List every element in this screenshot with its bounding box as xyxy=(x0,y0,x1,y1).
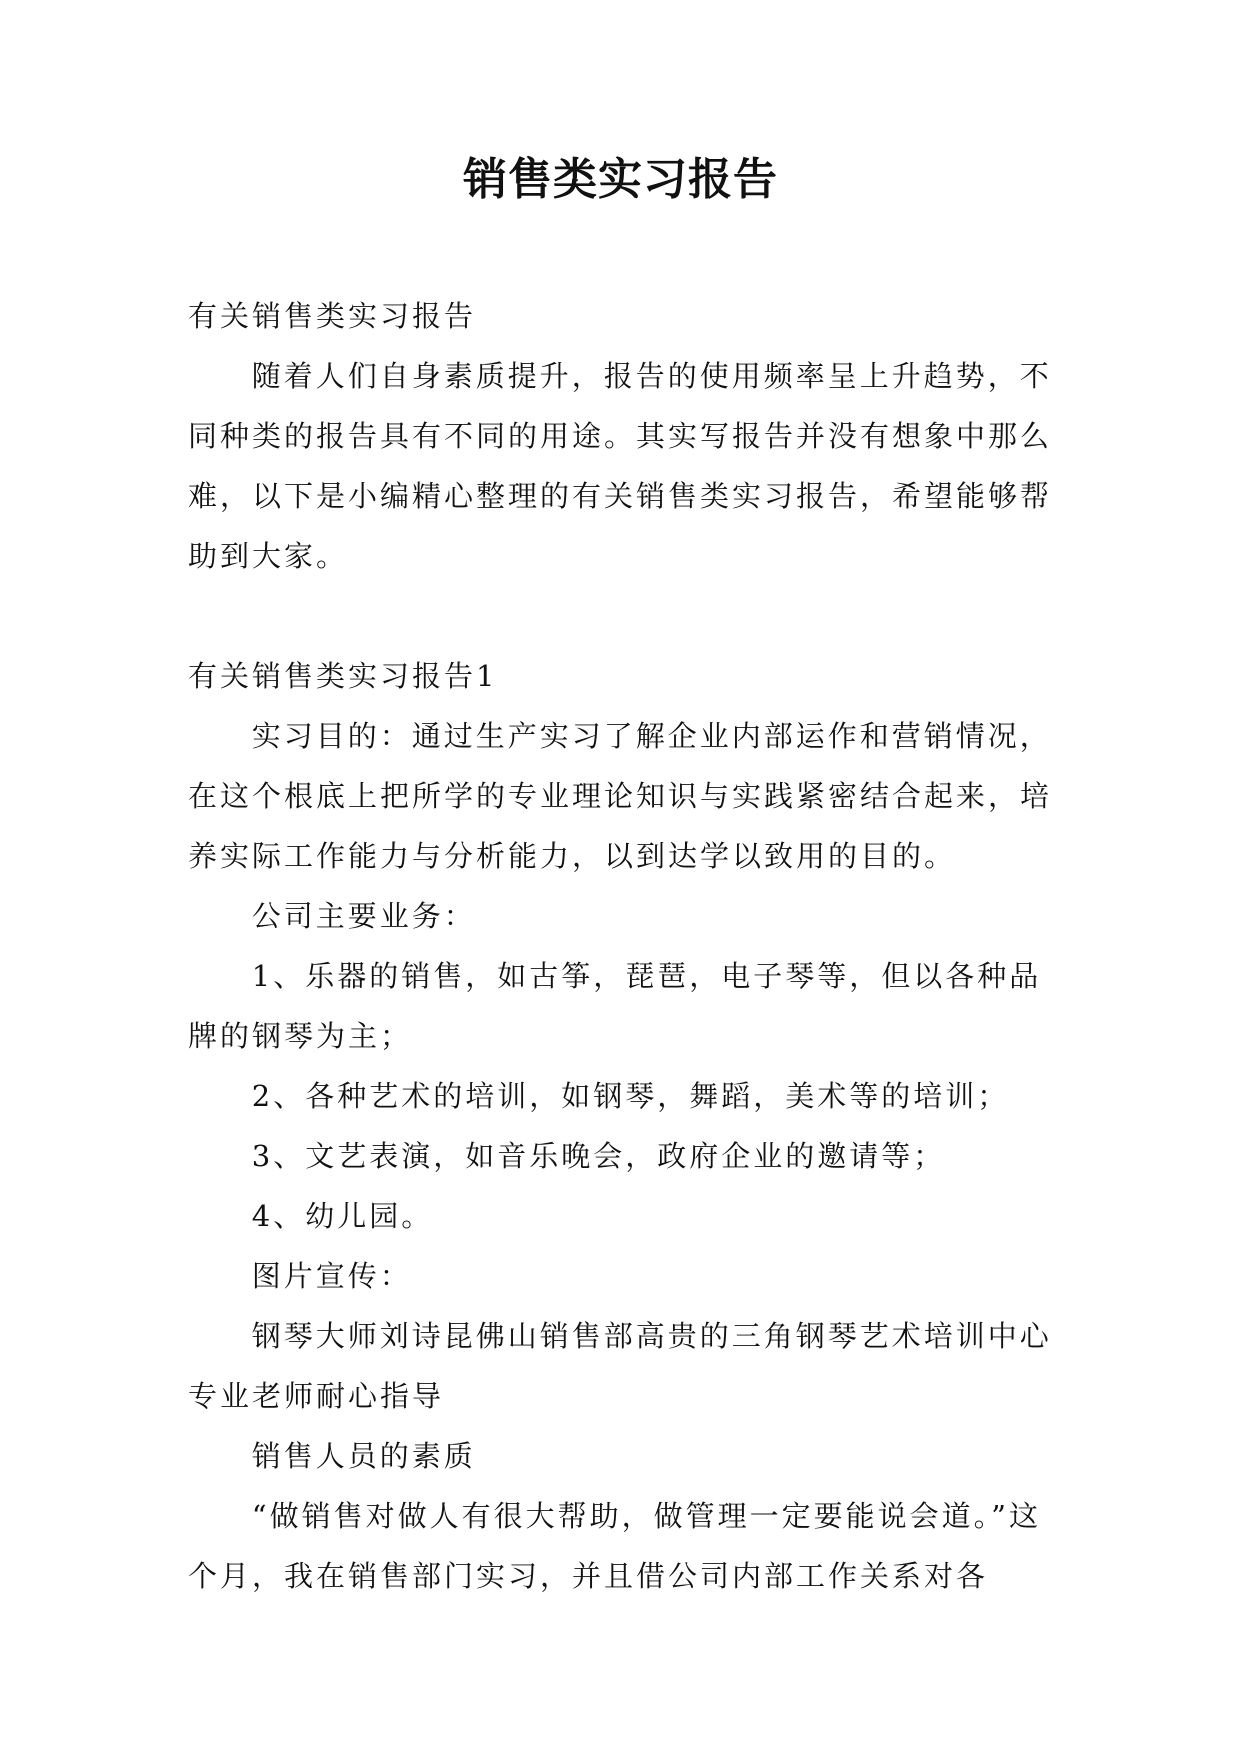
section-spacer xyxy=(188,586,1058,646)
section-heading: 有关销售类实习报告 xyxy=(188,299,477,333)
document-title: 销售类实习报告 xyxy=(463,154,778,205)
business-item: 2、各种艺术的培训，如钢琴，舞蹈，美术等的培训； xyxy=(251,1079,1010,1113)
business-item: 1、乐器的销售，如古筝，琵琶，电子琴等，但以各种品牌的钢琴为主； xyxy=(188,959,1042,1053)
business-item: 4、幼儿园。 xyxy=(251,1199,434,1233)
picture-promo-paragraph: 钢琴大师刘诗昆佛山销售部高贵的三角钢琴艺术培训中心专业老师耐心指导 xyxy=(188,1319,1052,1413)
business-heading: 公司主要业务： xyxy=(251,899,476,933)
sales-quality-heading: 销售人员的素质 xyxy=(251,1439,476,1473)
business-item: 3、文艺表演，如音乐晚会，政府企业的邀请等； xyxy=(251,1139,946,1173)
internship-purpose-paragraph: 实习目的：通过生产实习了解企业内部运作和营销情况，在这个根底上把所学的专业理论知识与实践紧密结合起来，培养实际工作能力与分析能力，以到达学以致用的目的。 xyxy=(188,719,1053,873)
picture-promo-heading: 图片宣传： xyxy=(251,1259,412,1293)
intro-paragraph: 随着人们自身素质提升，报告的使用频率呈上升趋势，不同种类的报告具有不同的用途。其实写报告并没有想象中那么难，以下是小编精心整理的有关销售类实习报告，希望能够帮助到大家。 xyxy=(188,359,1053,573)
document-body xyxy=(188,286,1058,1606)
sales-quality-paragraph: “做销售对做人有很大帮助，做管理一定要能说会道。”这个月，我在销售部门实习，并且借公司内部工作关系对各 xyxy=(188,1499,1041,1593)
section-heading: 有关销售类实习报告1 xyxy=(188,659,498,693)
